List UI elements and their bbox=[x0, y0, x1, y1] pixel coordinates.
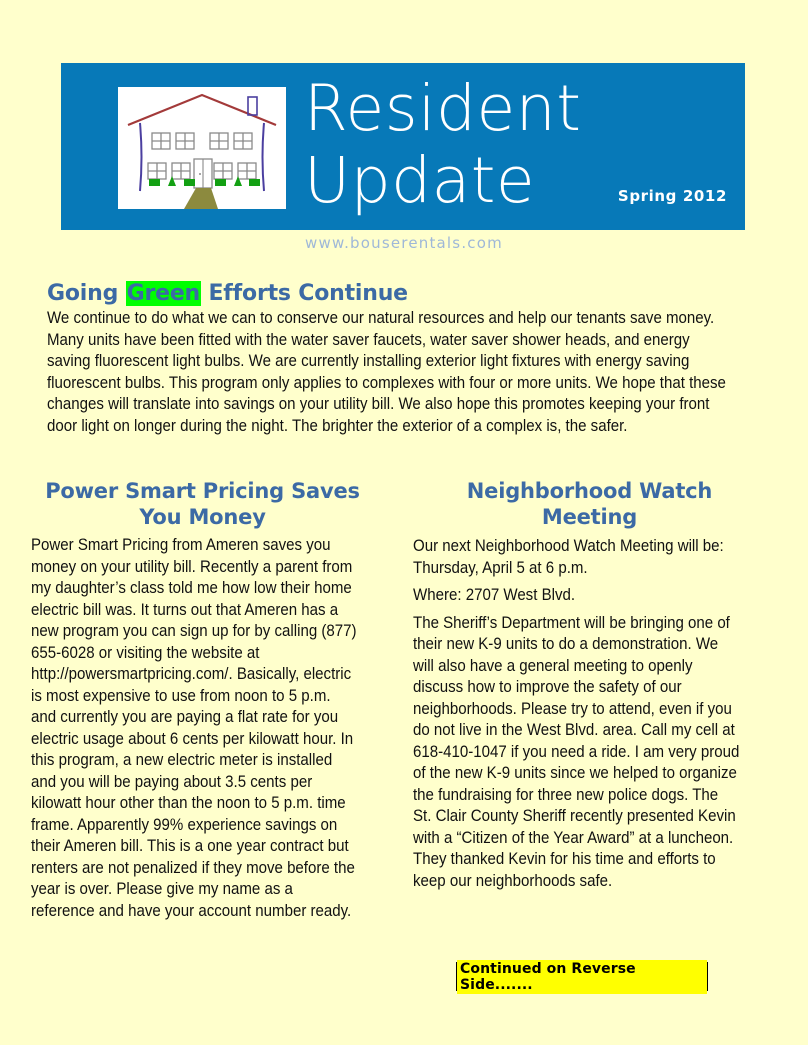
issue-date: Spring 2012 bbox=[617, 187, 727, 205]
power-smart-paragraph: Power Smart Pricing from Ameren saves you money on your utility bill. Recently a parent from my daughter’s class told me how low their home electric bill was. It turns out that Ameren has a new program you can sign up for by calling (877) 655-6028 or visiting the website at http://powersmartpricing.com/. Basically, electric is most expensive to use from noon to 5 p.m. and currently you are paying a flat rate for you electric usage about 6 cents per kilowatt hour. In this program, a new electric meter is installed and you will be paying about 3.5 cents per kilowatt hour other than the noon to 5 p.m. time frame. Apparently 99% experience savings on their Ameren bill. This is a one year contract but renters are not penalized if they move before the year is over. Please give my name as a reference and have your account number ready. bbox=[31, 536, 357, 920]
continued-box bbox=[456, 962, 708, 991]
going-green-heading-before: Going bbox=[47, 281, 126, 306]
going-green-heading-highlight: Green bbox=[126, 281, 201, 306]
going-green-heading-after: Efforts Continue bbox=[201, 281, 408, 306]
masthead-title-line1: Resident bbox=[304, 72, 582, 145]
neighborhood-watch-paragraph-3: The Sheriff’s Department will be bringing one of their new K-9 units to do a demonstration. We will also have a general meeting to openly discuss how to improve the safety of our neighborhoods. Please try to attend, even if you do not live in the West Blvd. area. Call my cell at 618-410-1047 if you need a ride. I am very proud of the new K-9 units since we helped to organize the fundraising for three new police dogs. The St. Clair County Sheriff recently presented Kevin with a “Citizen of the Year Award” at a luncheon. They thanked Kevin for his time and efforts to keep our neighborhoods safe. bbox=[413, 613, 740, 890]
power-smart-heading-line1: Power Smart Pricing Saves bbox=[45, 479, 360, 503]
masthead-title-line2: Update bbox=[304, 144, 536, 217]
going-green-heading bbox=[47, 281, 408, 306]
neighborhood-watch-heading-line2: Meeting bbox=[541, 505, 638, 529]
going-green-paragraph: We continue to do what we can to conserve our natural resources and help our tenants save money. Many units have been fitted with the water saver faucets, water saver shower heads, and energy saving fluorescent light bulbs. We are currently installing exterior light fixtures with energy saving fluorescent bulbs. This program only applies to complexes with four or more units. We hope that these changes will translate into savings on your utility bill. We also hope this promotes keeping your front door light on longer during the night. The brighter the exterior of a complex is, the safer. bbox=[47, 309, 726, 435]
neighborhood-watch-paragraph-2: Where: 2707 West Blvd. bbox=[413, 586, 576, 604]
neighborhood-watch-heading-line1: Neighborhood Watch bbox=[466, 479, 713, 503]
house-logo bbox=[118, 87, 286, 209]
power-smart-body bbox=[31, 535, 358, 922]
neighborhood-watch-body bbox=[413, 536, 740, 892]
continued-label: Continued on Reverse Side....... bbox=[457, 960, 707, 994]
masthead-banner bbox=[61, 63, 745, 230]
neighborhood-watch-paragraph-1: Our next Neighborhood Watch Meeting will be: Thursday, April 5 at 6 p.m. bbox=[413, 537, 724, 577]
power-smart-heading bbox=[25, 478, 380, 530]
power-smart-heading-line2: You Money bbox=[139, 505, 266, 529]
neighborhood-watch-heading bbox=[412, 478, 767, 530]
house-logo-icon bbox=[118, 87, 286, 209]
website-url[interactable]: www.bouserentals.com bbox=[305, 234, 503, 252]
going-green-body bbox=[47, 308, 731, 437]
